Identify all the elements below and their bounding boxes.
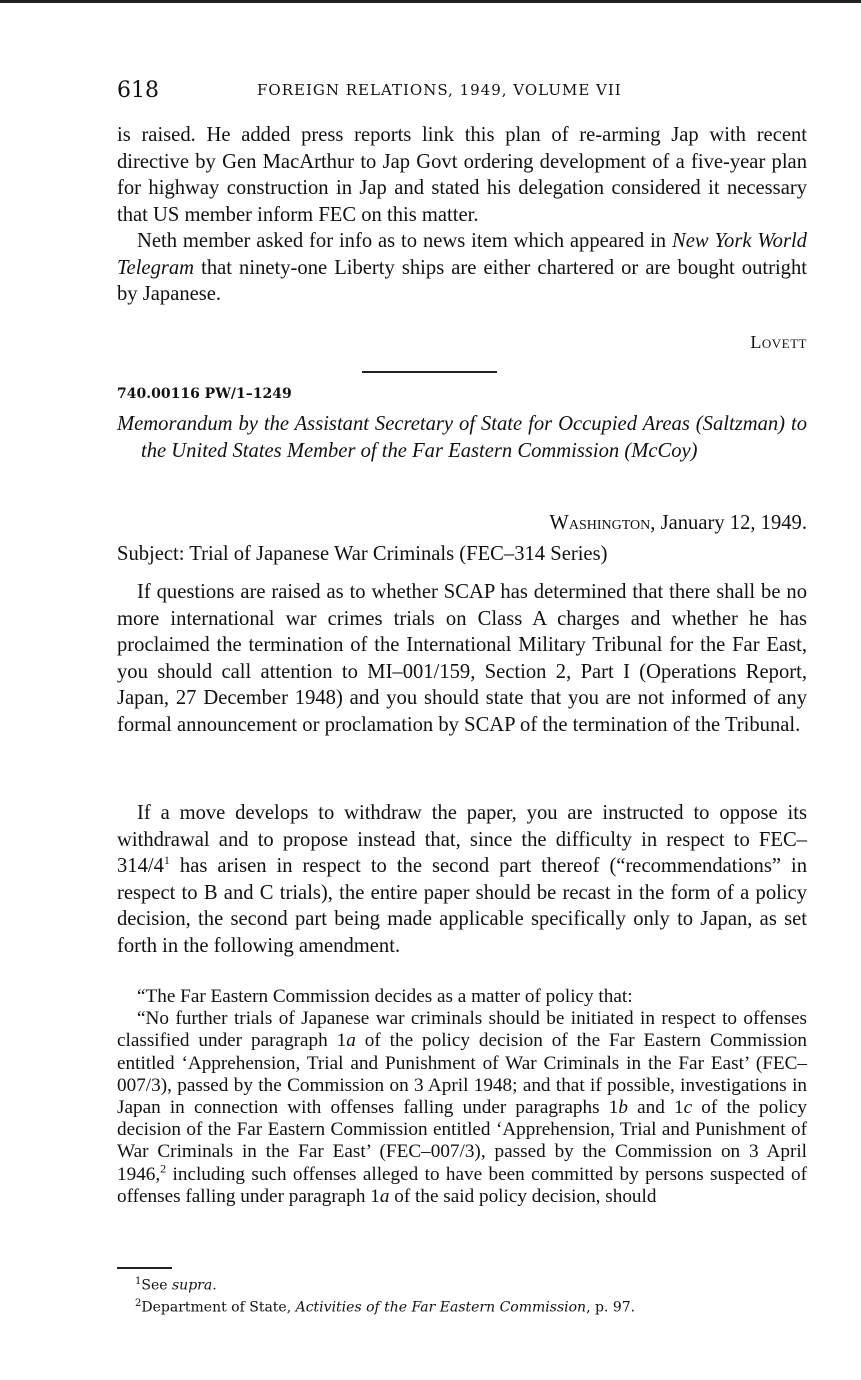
memo-paragraph-2: If a move develops to withdraw the paper, you are instructed to oppose its withdrawal and to propose instead that, since the difficulty in respect to FEC–$314/4^1$ has arisen in respect to the second part thereof (“recommendations” in respect to B and C trials), the entire paper should be recast in the form of a policy decision, the second part being made applicable specifically only to Japan, as set forth in the following amendment. xyxy=(117,802,807,957)
continuation-paragraph: is raised. He added press reports link this plan of re-arming Jap with recent directive by Gen MacArthur to Jap Govt ordering development of a five-year plan for highway construction in Jap and stated his delegation considered it necessary that US member inform FEC on this matter. xyxy=(117,124,807,226)
footnote-2: $^2$Department of State, Activities of the Far Eastern Commission, p. 97. xyxy=(135,1297,636,1316)
footnote-ref-2[interactable]: 2 xyxy=(160,1161,167,1176)
memo-paragraph-1: If questions are raised as to whether SCAP has determined that there shall be no more international war crimes trials on Class A charges and whether he has proclaimed the termination of the International Military Tribunal for the Far East, you should call attention to MI–001/159, Section 2, Part I (Operations Report, Japan, 27 December 1948) and you should state that you are not informed of any formal announcement or proclamation by SCAP of the termination of the Tribunal. xyxy=(117,581,807,736)
running-title: FOREIGN RELATIONS, 1949, VOLUME VII xyxy=(257,81,622,99)
quoted-amendment xyxy=(117,986,807,1208)
page-top-edge xyxy=(0,0,861,3)
footnote-rule xyxy=(117,1267,172,1269)
page-number: 618 xyxy=(117,78,159,103)
dateline-city: Washington xyxy=(549,512,651,534)
subject-line: Subject: Trial of Japanese War Criminals (FEC–314 Series) xyxy=(117,543,608,565)
quote-body: “No further trials of Japanese war criminals should be initiated in respect to offenses classified under paragraph 1a of the policy decision of the Far Eastern Commission entitled ‘Apprehension, Trial and Punishment of War Criminals in the Far East’ (FEC–007/3), passed by the Commission on 3 April 1948; and that if possible, investigations in Japan in connection with offenses falling under paragraphs 1b and 1c of the policy decision of the Far Eastern Commission entitled ‘Apprehension, Trial and Punishment of War Criminals in the Far East’ (FEC–007/3), passed by the Commission on 3 April 1946,$^2$ including such offenses alleged to have been committed by persons suspected of offenses falling under paragraph 1a of the said policy decision, should xyxy=(117,1008,808,1207)
footnote-ref-1[interactable]: 1 xyxy=(163,853,170,868)
quote-intro: “The Far Eastern Commission decides as a matter of policy that: xyxy=(137,986,633,1007)
memo-heading: Memorandum by the Assistant Secretary of State for Occupied Areas (Saltzman) to the United States Member of the Far Eastern Commission (McCoy) xyxy=(117,413,807,462)
dateline-date: , January 12, 1949. xyxy=(650,512,807,534)
neth-member-paragraph: Neth member asked for info as to news item which appeared in New York World Telegram that ninety-one Liberty ships are either chartered or are bought outright by Japanese. xyxy=(117,230,807,305)
footnotes xyxy=(135,1273,805,1316)
file-reference: 740.00116 PW/1–1249 xyxy=(117,386,292,402)
signature: Lovett xyxy=(750,332,807,352)
section-divider xyxy=(362,371,497,373)
newspaper-title: New York World Telegram xyxy=(117,230,807,279)
dateline xyxy=(549,512,807,535)
footnote-1: $^1$See supra. xyxy=(135,1276,217,1294)
continuation-text xyxy=(117,122,807,308)
page-header xyxy=(117,78,807,108)
